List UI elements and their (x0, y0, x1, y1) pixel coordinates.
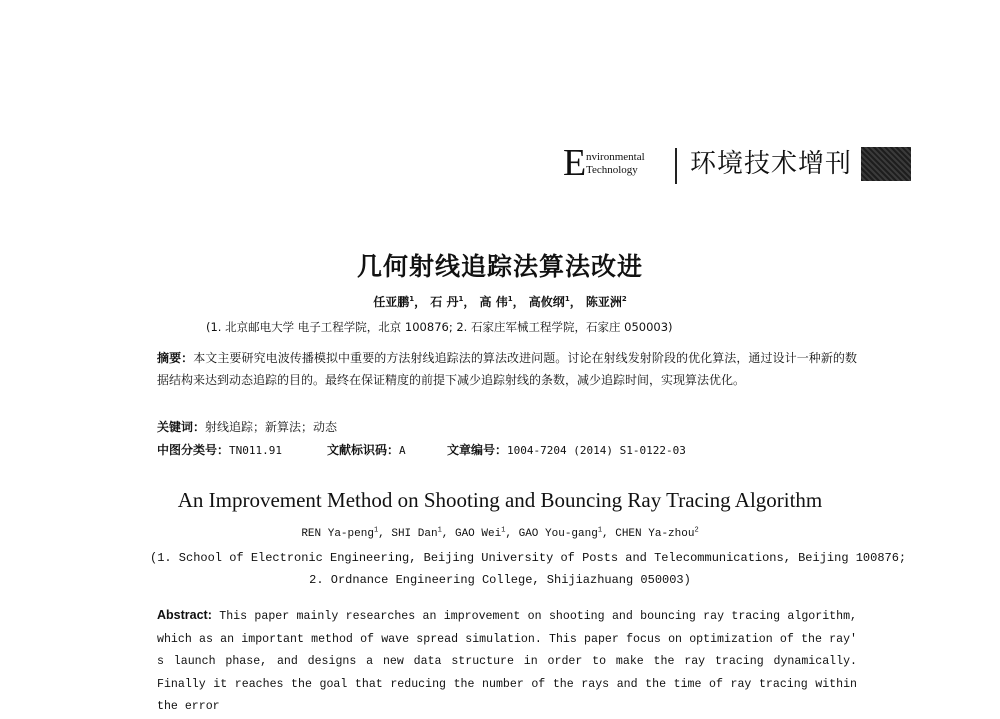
abstract-en-text: This paper mainly researches an improvement on shooting and bouncing ray tracing algorithm, which as an important method of wave spread simulation. This paper focus on optimization of the ray' s launch phase, and designs a new data structure in order to make the ray tracing dynamically. Finally it reaches the goal that reducing the number of the rays and the time of ray tracing within the error (157, 610, 858, 713)
affiliation-en-2: 2. Ordnance Engineering College, Shijiazhuang 050003) (309, 573, 691, 587)
abstract-cn (157, 347, 857, 391)
authors-cn: 任亚鹏$^1$， 石 丹$^1$， 高 伟$^1$， 高攸纲$^1$， 陈亚洲$^2$ (373, 295, 627, 309)
abstract-cn-label: 摘要： (157, 351, 194, 365)
paper-title-en: An Improvement Method on Shooting and Bouncing Ray Tracing Algorithm (177, 488, 823, 512)
doc-code-label: 文献标识码： (327, 443, 400, 457)
author-en: REN Ya-peng (301, 528, 374, 540)
author-cn: 高攸纲 (528, 295, 565, 309)
journal-name: 环境技术增刊 (690, 149, 853, 179)
author-aff: 1 (507, 295, 513, 303)
header-divider (675, 148, 677, 184)
authors-en: REN Ya-peng$^1$, SHI Dan$^1$, GAO Wei$^1$, GAO You-gang$^1$, CHEN Ya-zhou$^2$ (301, 526, 699, 540)
author-aff: 1 (597, 526, 603, 535)
author-cn: 石 丹 (430, 295, 459, 309)
logo-letter: E (563, 142, 587, 184)
affiliation-en-1: (1. School of Electronic Engineering, Beijing University of Posts and Telecommunications, Beijing 100876; (150, 551, 907, 565)
article-no-label: 文章编号： (447, 443, 508, 457)
keywords-cn-text: 射线追踪；新算法；动态 (205, 420, 338, 434)
abstract-en (157, 604, 857, 719)
logo-line-1: nvironmental (586, 151, 645, 163)
journal-logo (563, 143, 663, 187)
class-value: TN011.91 (229, 444, 282, 457)
article-no-value: 1004-7204 (2014) S1-0122-03 (507, 444, 686, 457)
author-aff: 1 (501, 526, 506, 535)
class-label: 中图分类号： (157, 443, 230, 457)
author-en: GAO You-gang (518, 528, 598, 540)
author-en: SHI Dan (391, 528, 438, 540)
author-aff: 2 (694, 526, 699, 535)
author-aff: 1 (564, 295, 570, 303)
author-aff: 1 (409, 295, 415, 303)
author-aff: 2 (621, 295, 627, 303)
author-aff: 1 (458, 295, 464, 303)
doc-code-value: A (399, 444, 406, 457)
abstract-cn-text: 本文主要研究电波传播模拟中重要的方法射线追踪法的算法改进问题。讨论在射线发射阶段的优化算法，通过设计一种新的数据结构来达到动态追踪的目的。最终在保证精度的前提下减少追踪射线的条数，减少追踪时间，实现算法优化。 (157, 351, 857, 387)
keywords-cn-label: 关键词： (157, 420, 206, 434)
author-en: CHEN Ya-zhou (615, 528, 695, 540)
doc-code (327, 440, 406, 461)
logo-line-2: Technology (586, 164, 638, 176)
author-cn: 陈亚洲 (585, 295, 622, 309)
class-number (157, 440, 282, 461)
author-cn: 任亚鹏 (373, 295, 410, 309)
keywords-cn (157, 417, 337, 437)
paper-title-cn: 几何射线追踪法算法改进 (356, 252, 643, 281)
author-en: GAO Wei (454, 528, 502, 540)
article-number (447, 440, 686, 461)
author-aff: 1 (373, 526, 379, 535)
author-cn: 高 伟 (479, 295, 508, 309)
header-decoration-block (861, 147, 911, 181)
affiliations-cn: (1. 北京邮电大学 电子工程学院，北京 100876; 2. 石家庄军械工程学院，石家庄 050003) (206, 320, 673, 334)
author-aff: 1 (437, 526, 442, 535)
abstract-en-label: Abstract: (157, 608, 212, 622)
